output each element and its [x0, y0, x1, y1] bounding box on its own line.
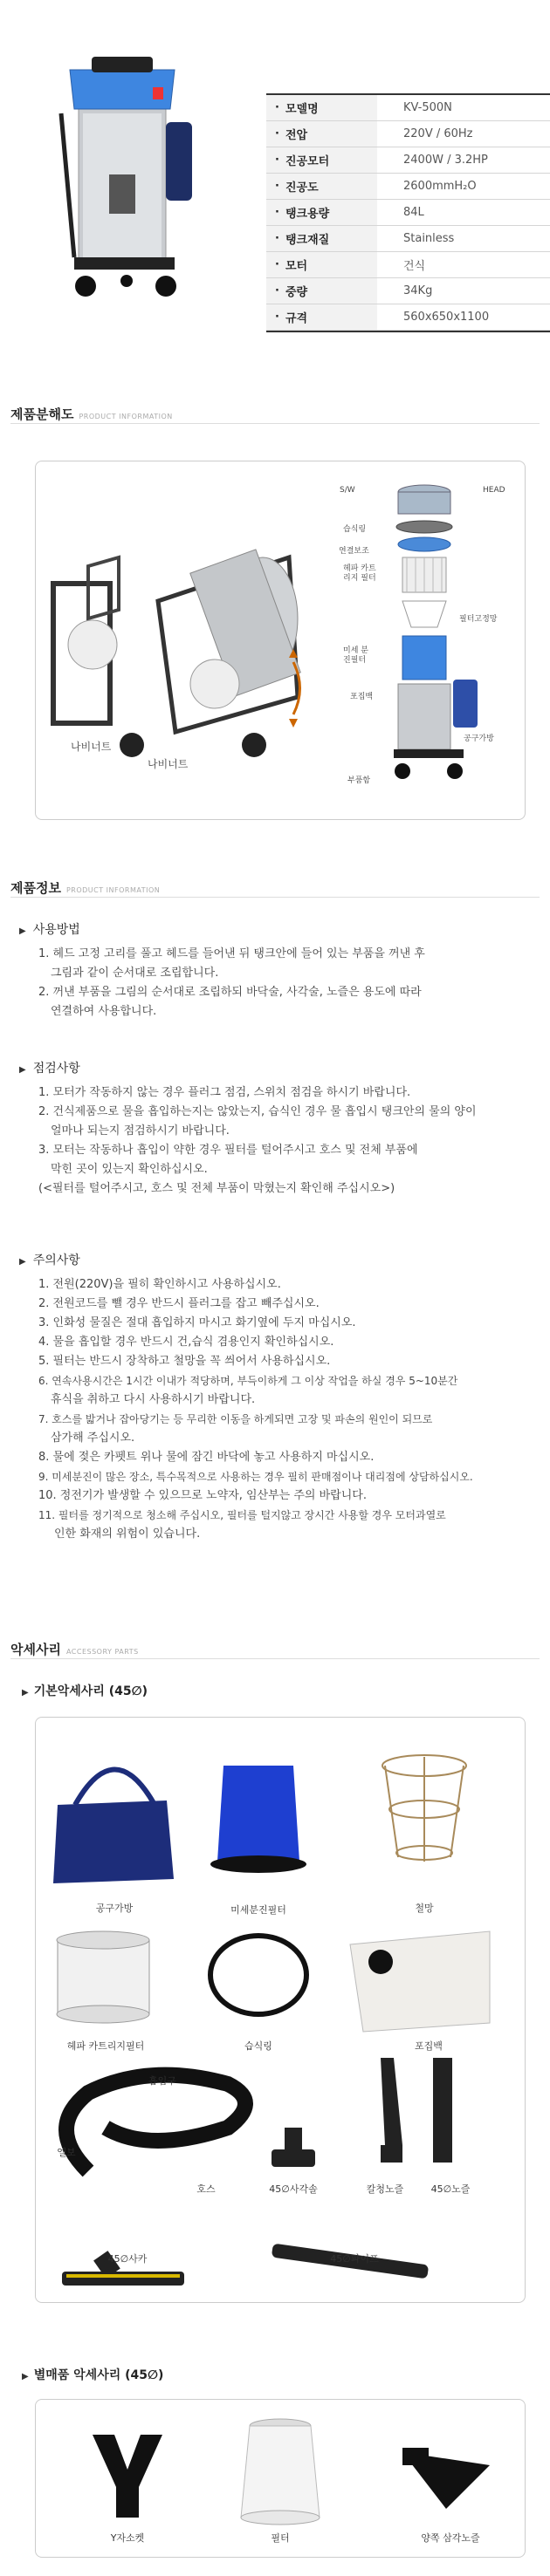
check-block: ▶ 점검사항 1. 모터가 작동하지 않는 경우 플러그 점검, 스위치 점검을 하시기 바랍니다. 2. 건식제품으로 물을 흡입하는지는 않았는지, 습식인 경우 물 흡입시 탱크안의 물의 양이 얼마나 되는지 점검하시기 바랍니다. 3. 모터는 작동하나 흡입이 약한 경우 필터를 털어주시고 호스 및 전체 부품에 막힌 곳이 있는지 확인하십시오. (<필터를 털어주시고, 호스 및 전체 부품이 막혔는지 확인해 주십시오>)	[19, 1059, 543, 1199]
triangle-right-icon: ▶	[22, 2372, 29, 2381]
section-divider	[10, 897, 540, 898]
acc-caption: 미세분진필터	[230, 1904, 286, 1916]
list-item: 휴식을 취하고 다시 사용하시기 바랍니다.	[51, 1393, 256, 1406]
diagram-label: HEAD	[483, 486, 505, 495]
diagram-label: 미세 분진필터	[343, 646, 368, 665]
basic-acc-box	[35, 1717, 526, 2303]
diagram-label: 헤파 카트리지 필터	[343, 564, 376, 583]
section-title-diagram: 제품분해도 PRODUCT INFORMATION	[10, 407, 173, 422]
acc-caption: 필터	[271, 2532, 290, 2544]
list-item: 8. 물에 젖은 카펫트 위나 물에 잠긴 바닥에 놓고 사용하지 마십시오.	[38, 1451, 375, 1464]
list-item: 막힌 곳이 있는지 확인하십시오.	[51, 1163, 208, 1176]
spec-row: · 중량 34Kg	[266, 278, 550, 304]
acc-caption: 칼청노즐	[366, 2183, 404, 2195]
list-item: 1. 헤드 고정 고리를 풀고 헤드를 들어낸 뒤 탱크안에 들어 있는 부품을 꺼낸 후	[38, 947, 425, 960]
triangle-right-icon: ▶	[19, 1257, 26, 1267]
accessory-illustrations	[36, 1718, 525, 2302]
list-item: 삼가해 주십시오.	[51, 1431, 135, 1445]
list-item: 1. 전원(220V)을 필히 확인하시고 사용하십시오.	[38, 1278, 281, 1291]
spec-row: · 탱크재질 Stainless	[266, 226, 550, 252]
spec-row: · 진공모터 2400W / 3.2HP	[266, 147, 550, 174]
list-item: 1. 모터가 작동하지 않는 경우 플러그 점검, 스위치 점검을 하시기 바랍니다.	[38, 1086, 411, 1099]
acc-caption: 45∅노즐	[430, 2183, 471, 2195]
acc-caption: Y자소켓	[110, 2532, 145, 2544]
triangle-right-icon: ▶	[22, 1688, 29, 1698]
acc-caption: 45∅파이프	[330, 2253, 379, 2265]
list-item: 9. 미세분진이 많은 장소, 특수목적으로 사용하는 경우 필히 판매점이나 대리점에 상담하십시오.	[38, 1471, 473, 1483]
spec-row: · 탱크용량 84L	[266, 200, 550, 226]
section-title-acc: 악세사리 ACCESSORY PARTS	[10, 1642, 139, 1657]
list-item: 11. 필터를 정기적으로 청소해 주십시오, 필터를 털지않고 장시간 사용할 경우 모터과열로	[38, 1509, 446, 1521]
extra-acc-title: ▶ 별매품 악세사리 (45∅)	[22, 2368, 164, 2382]
caution-block: ▶ 주의사항 1. 전원(220V)을 필히 확인하시고 사용하십시오. 2. 전원코드를 뺄 경우 반드시 플러그를 잡고 빼주십시오. 3. 인화성 물질은 절대 흡입하지 마시고 화기옆에 두지 마십시오. 4. 물을 흡입할 경우 반드시 건,습식 겸용인지 확인하십시오. 5. 필터는 반드시 장착하고 철망을 꼭 씌어서 사용하십시오. 6. 연속사용시간은 1시간 이내가 적당하며, 부득이하게 그 이상 작업을 하실 경우 5~10분간 휴식을 취하고 다시 사용하시기 바랍니다. 7. 호스를 밟거나 잡아당기는 등 무리한 이동을 하게되면 고장 및 파손의 원인이 되므로 삼가해 주십시오. 8. 물에 젖은 카펫트 위나 물에 잠긴 바닥에 놓고 사용하지 마십시오. 9. 미세분진이 많은 장소, 특수목적으로 사용하는 경우 필히 판매점이나 대리점에 상담하십시오. 10. 정전기가 발생할 수 있으므로 노약자, 임산부는 주의 바랍니다. 11. 필터를 정기적으로 청소해 주십시오, 필터를 털지않고 장시간 사용할 경우 모터과열로 인한 화재의 위험이 있습니다.	[19, 1251, 543, 1544]
spec-row: · 진공도 2600mmH₂O	[266, 174, 550, 200]
acc-caption: 엘보	[57, 2147, 76, 2158]
product-image	[44, 52, 218, 314]
spec-row: · 규격 560x650x1100	[266, 304, 550, 331]
list-item: (<필터를 털어주시고, 호스 및 전체 부품이 막혔는지 확인해 주십시오>)	[38, 1182, 395, 1195]
acc-caption: 흡입구	[148, 2075, 176, 2087]
triangle-right-icon: ▶	[19, 1065, 26, 1075]
acc-caption: 45∅사카	[107, 2253, 148, 2265]
diagram-label: 부품함	[347, 776, 371, 785]
diagram-label: 연결보조	[339, 547, 369, 556]
list-item: 5. 필터는 반드시 장착하고 철망을 꼭 씌어서 사용하십시오.	[38, 1355, 331, 1368]
list-item: 3. 인화성 물질은 절대 흡입하지 마시고 화기옆에 두지 마십시오.	[38, 1316, 356, 1329]
basic-acc-title: ▶ 기본악세사리 (45∅)	[22, 1684, 148, 1698]
list-item: 2. 건식제품으로 물을 흡입하는지는 않았는지, 습식인 경우 물 흡입시 탱크안의 물의 양이	[38, 1105, 477, 1118]
list-item: 연결하여 사용합니다.	[51, 1005, 157, 1018]
triangle-right-icon: ▶	[19, 926, 26, 936]
diagram-box	[35, 461, 526, 820]
acc-caption: 45∅사각솔	[269, 2183, 318, 2195]
exploded-diagram	[36, 461, 525, 819]
acc-caption: 포집백	[415, 2040, 443, 2052]
list-item: 그림과 같이 순서대로 조립합니다.	[51, 967, 219, 980]
list-item: 6. 연속사용시간은 1시간 이내가 적당하며, 부득이하게 그 이상 작업을 하실 경우 5~10분간	[38, 1375, 458, 1387]
list-item: 얼마나 되는지 점검하시기 바랍니다.	[51, 1124, 230, 1138]
spec-row: · 모터 건식	[266, 252, 550, 278]
diagram-label: 습식링	[343, 525, 367, 534]
acc-caption: 호스	[196, 2183, 216, 2195]
acc-caption: 습식링	[244, 2040, 272, 2052]
list-item: 2. 전원코드를 뺄 경우 반드시 플러그를 잡고 빼주십시오.	[38, 1297, 320, 1310]
list-item: 인한 화재의 위험이 있습니다.	[54, 1527, 201, 1541]
usage-block: ▶ 사용방법 1. 헤드 고정 고리를 풀고 헤드를 들어낸 뒤 탱크안에 들어 있는 부품을 꺼낸 후 그림과 같이 순서대로 조립합니다. 2. 꺼낸 부품을 그림의 순서대로 조립하되 바닥술, 사각술, 노즐은 용도에 따라 연결하여 사용합니다.	[19, 920, 534, 1022]
extra-acc-box	[35, 2399, 526, 2558]
spec-row: · 모델명 KV-500N	[266, 93, 550, 121]
acc-caption: 공구가방	[95, 1903, 134, 1914]
spec-table	[266, 93, 550, 332]
list-item: 10. 정전기가 발생할 수 있으므로 노약자, 임산부는 주의 바랍니다.	[38, 1489, 367, 1502]
section-title-info: 제품정보 PRODUCT INFORMATION	[10, 880, 161, 896]
list-item: 2. 꺼낸 부품을 그림의 순서대로 조립하되 바닥술, 사각술, 노즐은 용도에 따라	[38, 986, 422, 999]
spec-row: · 전압 220V / 60Hz	[266, 121, 550, 147]
diagram-label: 나비너트	[148, 758, 189, 770]
section-divider	[10, 423, 540, 424]
spec-bottom-rule	[266, 331, 550, 332]
diagram-label: 공구가방	[464, 735, 494, 743]
list-item: 7. 호스를 밟거나 잡아당기는 등 무리한 이동을 하게되면 고장 및 파손의 원인이 되므로	[38, 1413, 433, 1425]
diagram-label: 나비너트	[71, 741, 112, 753]
diagram-label: 필터고정망	[459, 615, 498, 624]
section-divider	[10, 1658, 540, 1659]
diagram-label: 포집백	[350, 693, 374, 701]
acc-caption: 헤파 카트리지필터	[66, 2040, 145, 2052]
acc-caption: 양쪽 삼각노즐	[421, 2532, 480, 2544]
acc-caption: 철망	[415, 1903, 434, 1914]
diagram-label: S/W	[340, 486, 355, 495]
list-item: 3. 모터는 작동하나 흡입이 약한 경우 필터를 털어주시고 호스 및 전체 부품에	[38, 1144, 418, 1157]
list-item: 4. 물을 흡입할 경우 반드시 건,습식 겸용인지 확인하십시오.	[38, 1336, 334, 1349]
